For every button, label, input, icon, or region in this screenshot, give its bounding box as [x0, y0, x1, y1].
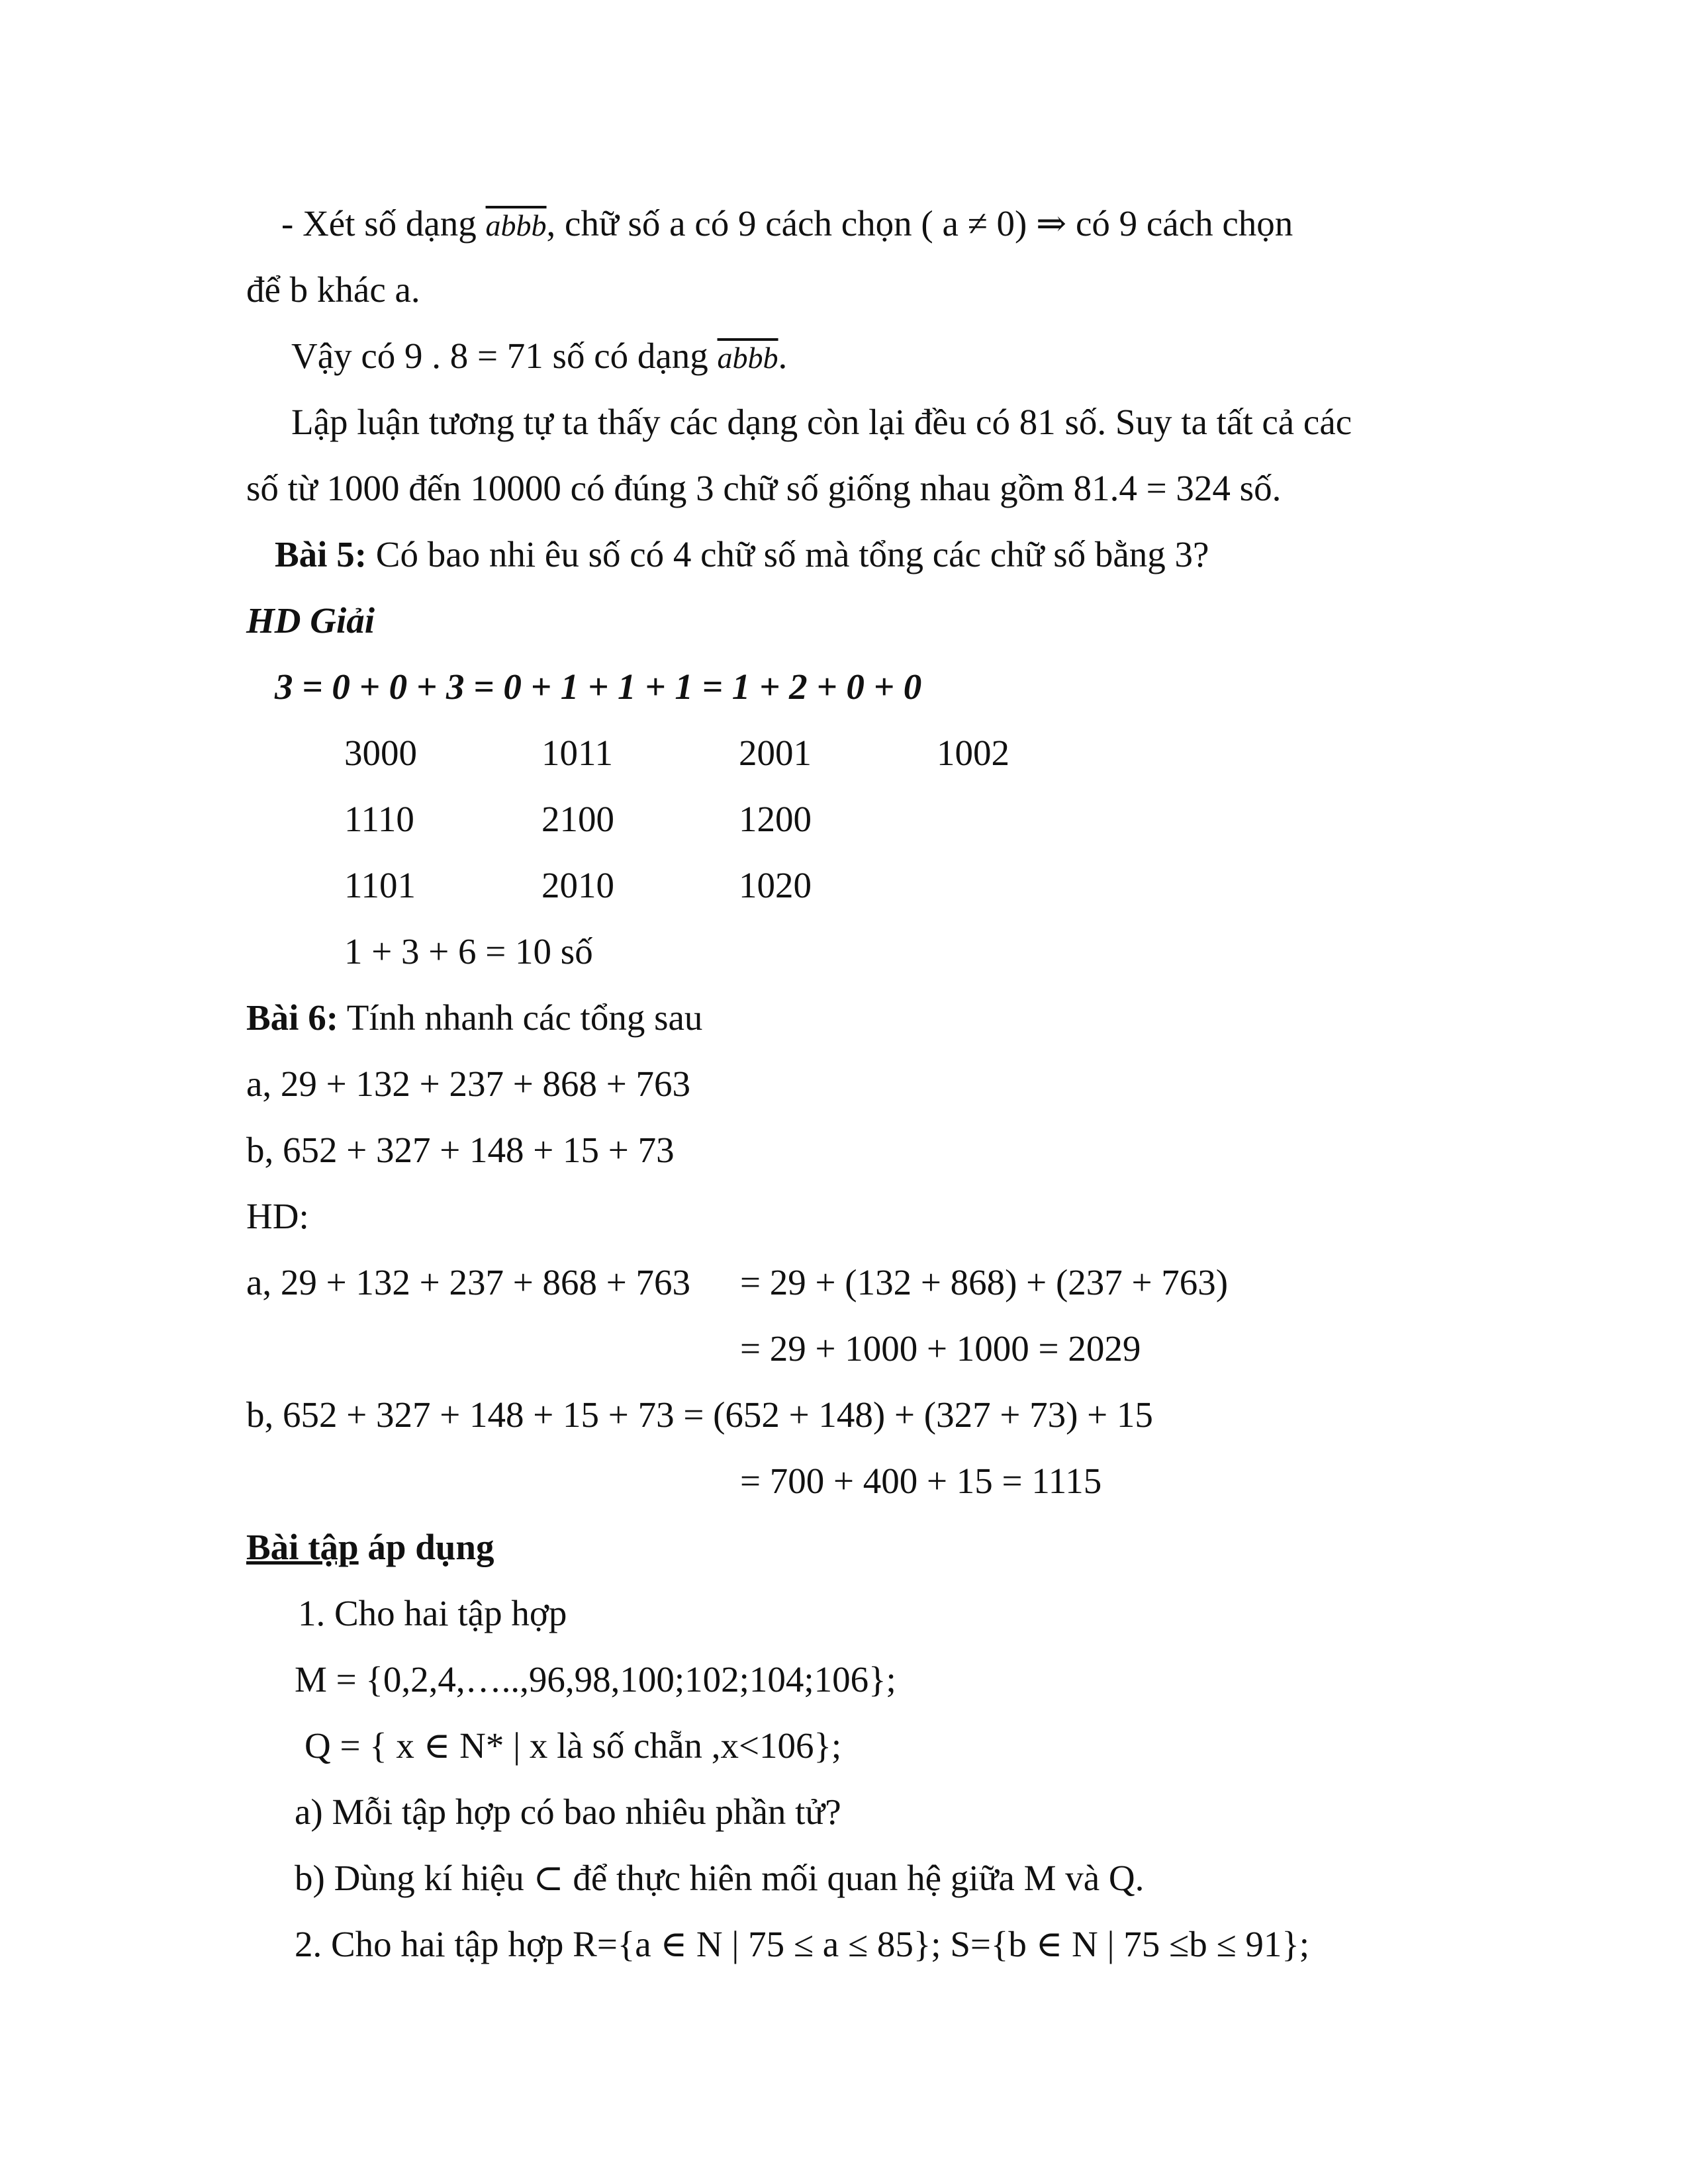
b6a: a, 29 + 132 + 237 + 868 + 763	[246, 1064, 690, 1104]
p5: số từ 1000 đến 10000 có đúng 3 chữ số giống nhau gồm 81.4 = 324 số.	[246, 468, 1282, 508]
section-heading-rest: áp dụng	[358, 1527, 494, 1567]
hd: HD:	[246, 1196, 309, 1236]
bai5-text: Có bao nhi êu số có 4 chữ số mà tổng các chữ số bằng 3?	[367, 534, 1209, 574]
sol-b2: = 700 + 400 + 15 = 1115	[740, 1461, 1102, 1501]
set-q: Q = { x ∈ N* | x là số chẵn ,x<106};	[305, 1725, 842, 1766]
sol-a1-right: = 29 + (132 + 868) + (237 + 763)	[740, 1262, 1229, 1302]
grid-cell: 2010	[541, 865, 614, 905]
bai6-text: Tính nhanh các tổng sau	[338, 997, 703, 1038]
grid-cell: 1110	[344, 799, 414, 839]
p3-b: .	[778, 336, 788, 376]
overline-abbb: abbb	[485, 208, 547, 242]
grid-cell: 3000	[344, 733, 417, 773]
p1	[281, 205, 1293, 242]
sol-b1: b, 652 + 327 + 148 + 15 + 73 = (652 + 148) + (327 + 73) + 15	[246, 1394, 1153, 1435]
bai5-label: Bài 5:	[275, 534, 367, 574]
grid-cell: 2100	[541, 799, 614, 839]
sol-a2: = 29 + 1000 + 1000 = 2029	[740, 1328, 1141, 1369]
sum-line: 1 + 3 + 6 = 10 số	[344, 931, 593, 972]
grid-cell: 2001	[739, 733, 812, 773]
hd-giai: HD Giải	[246, 600, 375, 641]
grid-cell: 1101	[344, 865, 416, 905]
grid-cell: 1011	[541, 733, 613, 773]
bai6-label: Bài 6:	[246, 997, 339, 1038]
bai6	[246, 999, 702, 1036]
exercise-2: 2. Cho hai tập hợp R={a ∈ N | 75 ≤ a ≤ 85}; S={b ∈ N | 75 ≤b ≤ 91};	[295, 1924, 1310, 1964]
grid-cell: 1002	[937, 733, 1009, 773]
question-a: a) Mỗi tập hợp có bao nhiêu phần tử?	[295, 1792, 841, 1832]
section-heading-underlined: Bài tập	[246, 1527, 359, 1567]
grid-cell: 1020	[739, 865, 812, 905]
equation-3: 3 = 0 + 0 + 3 = 0 + 1 + 1 + 1 = 1 + 2 + 0 + 0	[275, 666, 922, 707]
p1-b: , chữ số a có 9 cách chọn ( a ≠ 0) ⇒ có 9 cách chọn	[546, 203, 1293, 244]
grid-cell: 1200	[739, 799, 812, 839]
p4: Lập luận tương tự ta thấy các dạng còn lại đều có 81 số. Suy ta tất cả các	[291, 402, 1352, 442]
p3-a: Vậy có 9 . 8 = 71 số có dạng	[291, 336, 718, 376]
p3	[291, 338, 787, 374]
exercise-1: 1. Cho hai tập hợp	[298, 1593, 567, 1633]
bai5	[275, 536, 1209, 572]
question-b: b) Dùng kí hiệu ⊂ để thực hiên mối quan hệ giữa M và Q.	[295, 1858, 1145, 1898]
section-heading	[246, 1529, 494, 1565]
b6b: b, 652 + 327 + 148 + 15 + 73	[246, 1130, 675, 1170]
sol-a1-left: a, 29 + 132 + 237 + 868 + 763	[246, 1262, 690, 1302]
p1-a: - Xét số dạng	[281, 203, 486, 244]
p2: để b khác a.	[246, 269, 420, 310]
overline-abbb-2: abbb	[717, 341, 778, 375]
set-m: M = {0,2,4,…..,96,98,100;102;104;106};	[295, 1659, 896, 1700]
